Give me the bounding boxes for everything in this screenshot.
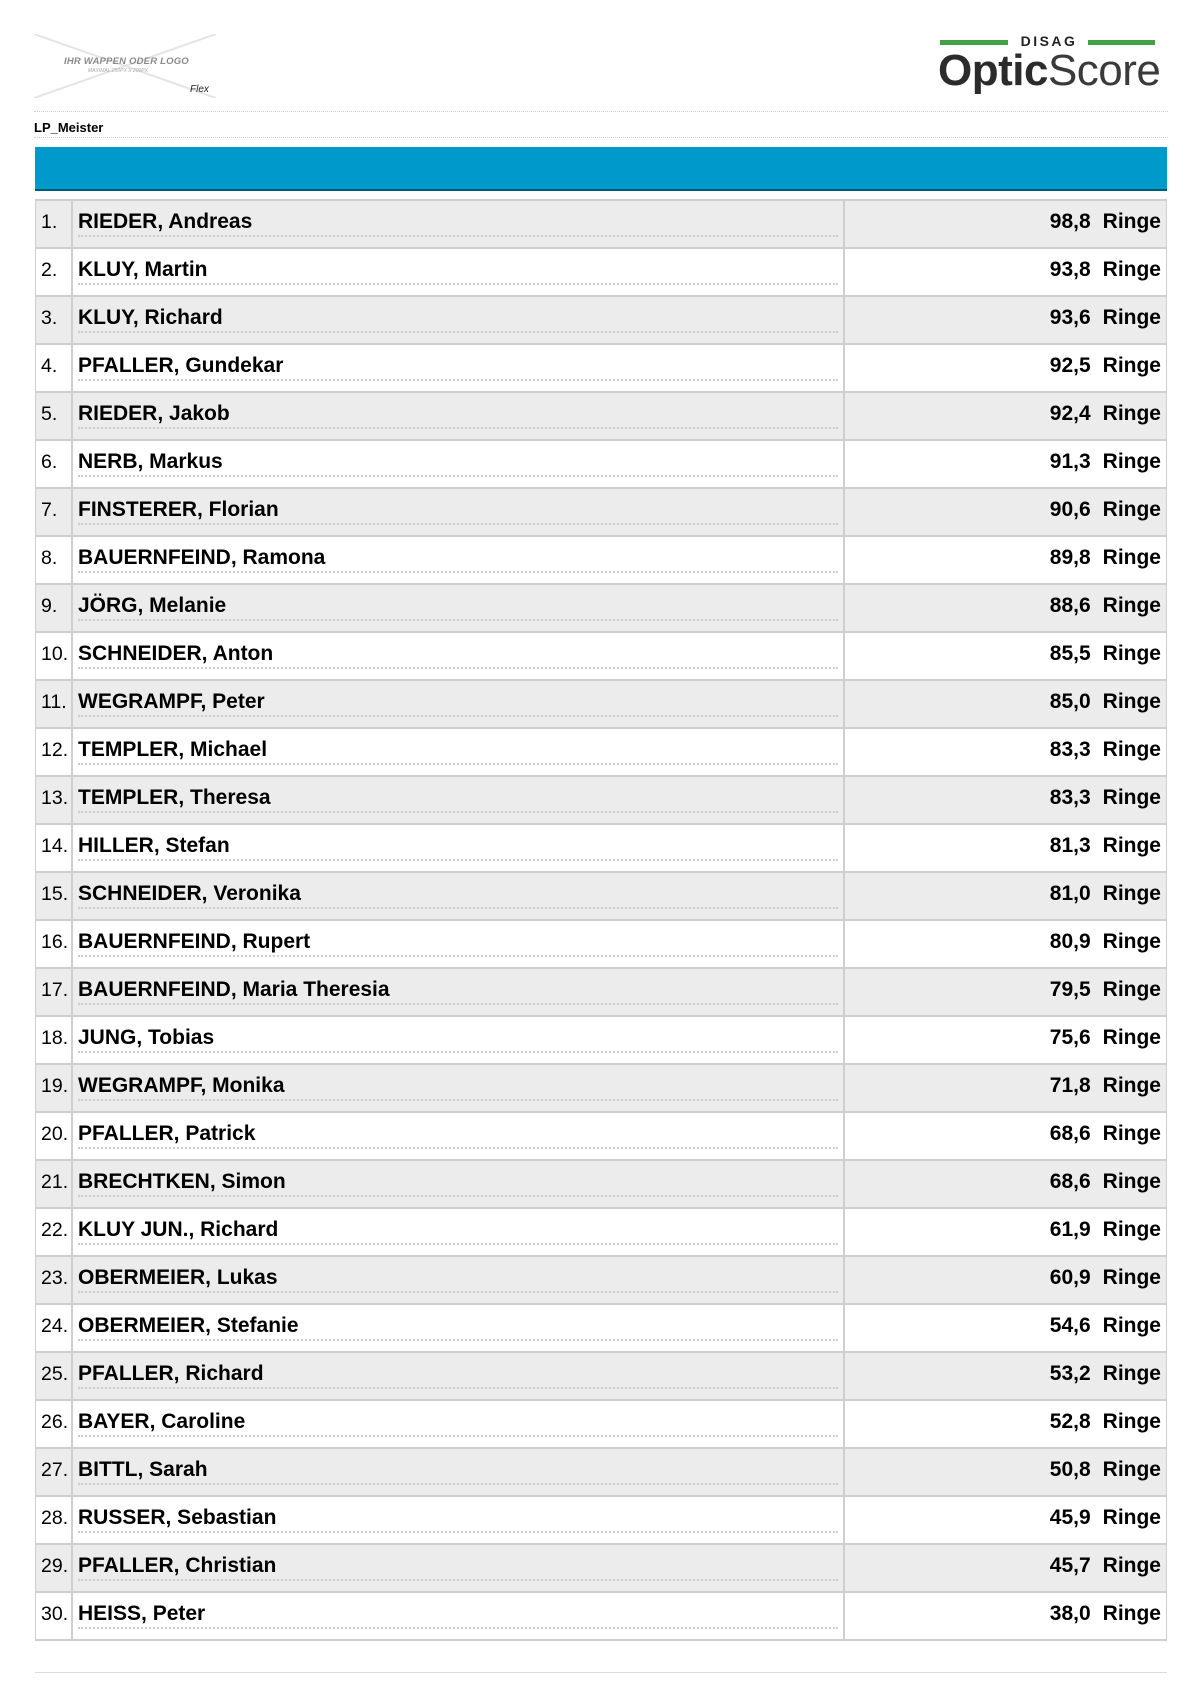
brand-wordmark: [938, 46, 1160, 96]
score-cell: [845, 297, 1167, 343]
score-cell: [845, 585, 1167, 631]
score-unit: Ringe: [1102, 738, 1161, 761]
score-cell: [845, 1257, 1167, 1303]
score-unit: Ringe: [1102, 594, 1161, 617]
header-divider: [34, 111, 1168, 112]
rank-cell: 24.: [35, 1305, 73, 1351]
shooter-name-cell: [73, 1353, 845, 1399]
score-cell: [845, 1113, 1167, 1159]
score-value: 92,4: [1049, 402, 1091, 425]
rank-cell: 13.: [35, 777, 73, 823]
dotted-underline: [78, 1339, 838, 1341]
table-header-gap: [35, 191, 1167, 201]
shooter-name-cell: [73, 249, 845, 295]
score-value: 60,9: [1049, 1266, 1091, 1289]
score-value: 50,8: [1049, 1458, 1091, 1481]
shooter-name-cell: [73, 825, 845, 871]
score-value: 93,6: [1049, 306, 1091, 329]
rank-cell: 18.: [35, 1017, 73, 1063]
shooter-name: BAUERNFEIND, Ramona: [78, 546, 326, 569]
score-unit: Ringe: [1102, 306, 1161, 329]
result-row: [35, 1497, 1167, 1545]
score-unit: Ringe: [1102, 1410, 1161, 1433]
score-unit: Ringe: [1102, 1554, 1161, 1577]
dotted-underline: [78, 859, 838, 861]
shooter-name-cell: [73, 777, 845, 823]
shooter-name-cell: [73, 1497, 845, 1543]
shooter-name: SCHNEIDER, Veronika: [78, 882, 301, 905]
score-value: 71,8: [1049, 1074, 1091, 1097]
dotted-underline: [78, 1195, 838, 1197]
dotted-underline: [78, 1291, 838, 1293]
score-cell: [845, 1449, 1167, 1495]
rank-cell: 23.: [35, 1257, 73, 1303]
shooter-name-cell: [73, 201, 845, 247]
score-cell: [845, 1593, 1167, 1639]
table-header-band: [35, 147, 1167, 191]
shooter-name: WEGRAMPF, Monika: [78, 1074, 285, 1097]
rank-cell: 2.: [35, 249, 73, 295]
shooter-name: BAYER, Caroline: [78, 1410, 246, 1433]
result-row: [35, 1545, 1167, 1593]
rank-cell: 8.: [35, 537, 73, 583]
score-value: 53,2: [1049, 1362, 1091, 1385]
result-row: [35, 1113, 1167, 1161]
dotted-underline: [78, 427, 838, 429]
score-value: 79,5: [1049, 978, 1091, 1001]
list-title: LP_Meister: [34, 120, 104, 135]
shooter-name-cell: [73, 729, 845, 775]
rank-cell: 27.: [35, 1449, 73, 1495]
dotted-underline: [78, 619, 838, 621]
dotted-underline: [78, 907, 838, 909]
score-unit: Ringe: [1102, 1074, 1161, 1097]
shooter-name: WEGRAMPF, Peter: [78, 690, 265, 713]
club-logo-placeholder: [34, 34, 216, 98]
score-cell: [845, 1497, 1167, 1543]
dotted-underline: [78, 1387, 838, 1389]
result-row: [35, 585, 1167, 633]
score-value: 52,8: [1049, 1410, 1091, 1433]
shooter-name-cell: [73, 1545, 845, 1591]
result-row: [35, 1257, 1167, 1305]
shooter-name: BITTL, Sarah: [78, 1458, 208, 1481]
shooter-name: HEISS, Peter: [78, 1602, 206, 1625]
shooter-name-cell: [73, 1401, 845, 1447]
shooter-name: PFALLER, Gundekar: [78, 354, 284, 377]
dotted-underline: [78, 331, 838, 333]
score-cell: [845, 537, 1167, 583]
logo-size-hint: MAXIMAL 250PX X 200PX: [88, 68, 148, 74]
shooter-name: SCHNEIDER, Anton: [78, 642, 274, 665]
shooter-name-cell: [73, 1113, 845, 1159]
score-cell: [845, 729, 1167, 775]
shooter-name-cell: [73, 681, 845, 727]
shooter-name-cell: [73, 297, 845, 343]
shooter-name: FINSTERER, Florian: [78, 498, 279, 521]
result-row: [35, 1209, 1167, 1257]
score-cell: [845, 1161, 1167, 1207]
score-cell: [845, 1353, 1167, 1399]
score-cell: [845, 1545, 1167, 1591]
score-unit: Ringe: [1102, 1314, 1161, 1337]
brand-bar-right: [1088, 40, 1155, 45]
shooter-name-cell: [73, 1449, 845, 1495]
dotted-underline: [78, 1483, 838, 1485]
shooter-name-cell: [73, 633, 845, 679]
rank-cell: 12.: [35, 729, 73, 775]
result-row: [35, 1449, 1167, 1497]
score-cell: [845, 249, 1167, 295]
dotted-underline: [78, 571, 838, 573]
score-unit: Ringe: [1102, 258, 1161, 281]
score-unit: Ringe: [1102, 1602, 1161, 1625]
shooter-name: RIEDER, Andreas: [78, 210, 253, 233]
rank-cell: 9.: [35, 585, 73, 631]
score-unit: Ringe: [1102, 690, 1161, 713]
result-row: [35, 489, 1167, 537]
dotted-underline: [78, 955, 838, 957]
score-unit: Ringe: [1102, 402, 1161, 425]
score-unit: Ringe: [1102, 498, 1161, 521]
score-value: 88,6: [1049, 594, 1091, 617]
result-row: [35, 393, 1167, 441]
rank-cell: 7.: [35, 489, 73, 535]
results-rows: [35, 201, 1167, 1641]
rank-cell: 17.: [35, 969, 73, 1015]
score-unit: Ringe: [1102, 1218, 1161, 1241]
dotted-underline: [78, 1243, 838, 1245]
score-unit: Ringe: [1102, 1362, 1161, 1385]
result-row: [35, 1353, 1167, 1401]
result-row: [35, 633, 1167, 681]
shooter-name-cell: [73, 489, 845, 535]
dotted-underline: [78, 283, 838, 285]
score-value: 98,8: [1049, 210, 1091, 233]
score-unit: Ringe: [1102, 354, 1161, 377]
dotted-underline: [78, 475, 838, 477]
score-cell: [845, 825, 1167, 871]
shooter-name-cell: [73, 1161, 845, 1207]
rank-cell: 30.: [35, 1593, 73, 1639]
score-unit: Ringe: [1102, 210, 1161, 233]
score-cell: [845, 921, 1167, 967]
score-unit: Ringe: [1102, 1026, 1161, 1049]
score-value: 75,6: [1049, 1026, 1091, 1049]
score-unit: Ringe: [1102, 834, 1161, 857]
score-cell: [845, 873, 1167, 919]
score-cell: [845, 1209, 1167, 1255]
shooter-name: OBERMEIER, Lukas: [78, 1266, 278, 1289]
footer-line: [35, 1672, 1167, 1673]
result-row: [35, 681, 1167, 729]
dotted-underline: [78, 1147, 838, 1149]
score-cell: [845, 345, 1167, 391]
score-unit: Ringe: [1102, 1170, 1161, 1193]
shooter-name: BAUERNFEIND, Maria Theresia: [78, 978, 390, 1001]
rank-cell: 25.: [35, 1353, 73, 1399]
disag-opticscore-logo: [938, 33, 1161, 99]
score-value: 38,0: [1049, 1602, 1091, 1625]
result-row: [35, 729, 1167, 777]
dotted-underline: [78, 1435, 838, 1437]
shooter-name-cell: [73, 1593, 845, 1639]
result-row: [35, 1305, 1167, 1353]
shooter-name: TEMPLER, Michael: [78, 738, 268, 761]
brand-top-text: DISAG: [1020, 33, 1078, 49]
result-row: [35, 249, 1167, 297]
score-unit: Ringe: [1102, 450, 1161, 473]
shooter-name: BRECHTKEN, Simon: [78, 1170, 286, 1193]
score-value: 83,3: [1049, 738, 1091, 761]
score-cell: [845, 1065, 1167, 1111]
shooter-name: RUSSER, Sebastian: [78, 1506, 277, 1529]
result-row: [35, 345, 1167, 393]
logo-placeholder-text: IHR WAPPEN ODER LOGO: [64, 56, 189, 67]
logo-flex-label: Flex: [190, 84, 209, 95]
score-unit: Ringe: [1102, 786, 1161, 809]
result-row: [35, 201, 1167, 249]
result-row: [35, 1401, 1167, 1449]
rank-cell: 21.: [35, 1161, 73, 1207]
dotted-underline: [78, 763, 838, 765]
brand-score: Score: [1047, 46, 1161, 95]
result-row: [35, 1161, 1167, 1209]
result-row: [35, 297, 1167, 345]
score-unit: Ringe: [1102, 978, 1161, 1001]
score-cell: [845, 201, 1167, 247]
rank-cell: 1.: [35, 201, 73, 247]
score-value: 81,3: [1049, 834, 1091, 857]
shooter-name-cell: [73, 537, 845, 583]
score-value: 90,6: [1049, 498, 1091, 521]
score-value: 45,9: [1049, 1506, 1091, 1529]
shooter-name: TEMPLER, Theresa: [78, 786, 271, 809]
result-row: [35, 777, 1167, 825]
rank-cell: 20.: [35, 1113, 73, 1159]
shooter-name-cell: [73, 1305, 845, 1351]
score-value: 45,7: [1049, 1554, 1091, 1577]
dotted-underline: [78, 715, 838, 717]
dotted-underline: [78, 1579, 838, 1581]
shooter-name-cell: [73, 441, 845, 487]
score-cell: [845, 969, 1167, 1015]
dotted-underline: [78, 1531, 838, 1533]
score-cell: [845, 489, 1167, 535]
result-row: [35, 921, 1167, 969]
rank-cell: 4.: [35, 345, 73, 391]
shooter-name: JÖRG, Melanie: [78, 594, 227, 617]
score-cell: [845, 1401, 1167, 1447]
shooter-name-cell: [73, 393, 845, 439]
score-value: 54,6: [1049, 1314, 1091, 1337]
dotted-underline: [78, 1051, 838, 1053]
score-cell: [845, 633, 1167, 679]
result-row: [35, 969, 1167, 1017]
score-cell: [845, 777, 1167, 823]
shooter-name-cell: [73, 1209, 845, 1255]
score-cell: [845, 393, 1167, 439]
shooter-name: PFALLER, Christian: [78, 1554, 277, 1577]
score-unit: Ringe: [1102, 642, 1161, 665]
score-value: 68,6: [1049, 1170, 1091, 1193]
score-unit: Ringe: [1102, 1458, 1161, 1481]
score-cell: [845, 681, 1167, 727]
shooter-name: OBERMEIER, Stefanie: [78, 1314, 299, 1337]
shooter-name: KLUY JUN., Richard: [78, 1218, 279, 1241]
score-unit: Ringe: [1102, 546, 1161, 569]
shooter-name: HILLER, Stefan: [78, 834, 230, 857]
score-cell: [845, 1017, 1167, 1063]
result-row: [35, 1065, 1167, 1113]
dotted-underline: [78, 811, 838, 813]
shooter-name-cell: [73, 1017, 845, 1063]
dotted-underline: [78, 1099, 838, 1101]
shooter-name: JUNG, Tobias: [78, 1026, 215, 1049]
results-table: [35, 147, 1167, 1641]
shooter-name: KLUY, Richard: [78, 306, 223, 329]
rank-cell: 3.: [35, 297, 73, 343]
rank-cell: 11.: [35, 681, 73, 727]
shooter-name: NERB, Markus: [78, 450, 223, 473]
shooter-name-cell: [73, 1065, 845, 1111]
score-value: 81,0: [1049, 882, 1091, 905]
result-row: [35, 825, 1167, 873]
rank-cell: 22.: [35, 1209, 73, 1255]
shooter-name-cell: [73, 921, 845, 967]
score-unit: Ringe: [1102, 1122, 1161, 1145]
result-row: [35, 873, 1167, 921]
rank-cell: 29.: [35, 1545, 73, 1591]
score-unit: Ringe: [1102, 882, 1161, 905]
rank-cell: 19.: [35, 1065, 73, 1111]
rank-cell: 15.: [35, 873, 73, 919]
score-value: 83,3: [1049, 786, 1091, 809]
rank-cell: 6.: [35, 441, 73, 487]
brand-optic: Optic: [938, 46, 1048, 95]
page-header: [0, 0, 1189, 110]
shooter-name-cell: [73, 345, 845, 391]
dotted-underline: [78, 1627, 838, 1629]
result-row: [35, 537, 1167, 585]
shooter-name: RIEDER, Jakob: [78, 402, 230, 425]
score-unit: Ringe: [1102, 930, 1161, 953]
result-row: [35, 1593, 1167, 1641]
rank-cell: 5.: [35, 393, 73, 439]
dotted-underline: [78, 235, 838, 237]
score-value: 85,0: [1049, 690, 1091, 713]
score-cell: [845, 441, 1167, 487]
shooter-name-cell: [73, 585, 845, 631]
score-cell: [845, 1305, 1167, 1351]
score-value: 80,9: [1049, 930, 1091, 953]
dotted-underline: [78, 1003, 838, 1005]
score-value: 68,6: [1049, 1122, 1091, 1145]
dotted-underline: [78, 523, 838, 525]
rank-cell: 16.: [35, 921, 73, 967]
result-row: [35, 1017, 1167, 1065]
result-row: [35, 441, 1167, 489]
shooter-name: PFALLER, Richard: [78, 1362, 264, 1385]
shooter-name-cell: [73, 1257, 845, 1303]
shooter-name: PFALLER, Patrick: [78, 1122, 256, 1145]
brand-bar-left: [940, 40, 1008, 45]
shooter-name: KLUY, Martin: [78, 258, 208, 281]
score-value: 91,3: [1049, 450, 1091, 473]
rank-cell: 10.: [35, 633, 73, 679]
dotted-underline: [78, 667, 838, 669]
score-value: 61,9: [1049, 1218, 1091, 1241]
title-divider: [34, 137, 1168, 138]
shooter-name-cell: [73, 969, 845, 1015]
shooter-name-cell: [73, 873, 845, 919]
shooter-name: BAUERNFEIND, Rupert: [78, 930, 311, 953]
score-value: 93,8: [1049, 258, 1091, 281]
score-unit: Ringe: [1102, 1506, 1161, 1529]
dotted-underline: [78, 379, 838, 381]
score-value: 89,8: [1049, 546, 1091, 569]
rank-cell: 26.: [35, 1401, 73, 1447]
rank-cell: 14.: [35, 825, 73, 871]
score-value: 85,5: [1049, 642, 1091, 665]
score-unit: Ringe: [1102, 1266, 1161, 1289]
score-value: 92,5: [1049, 354, 1091, 377]
rank-cell: 28.: [35, 1497, 73, 1543]
